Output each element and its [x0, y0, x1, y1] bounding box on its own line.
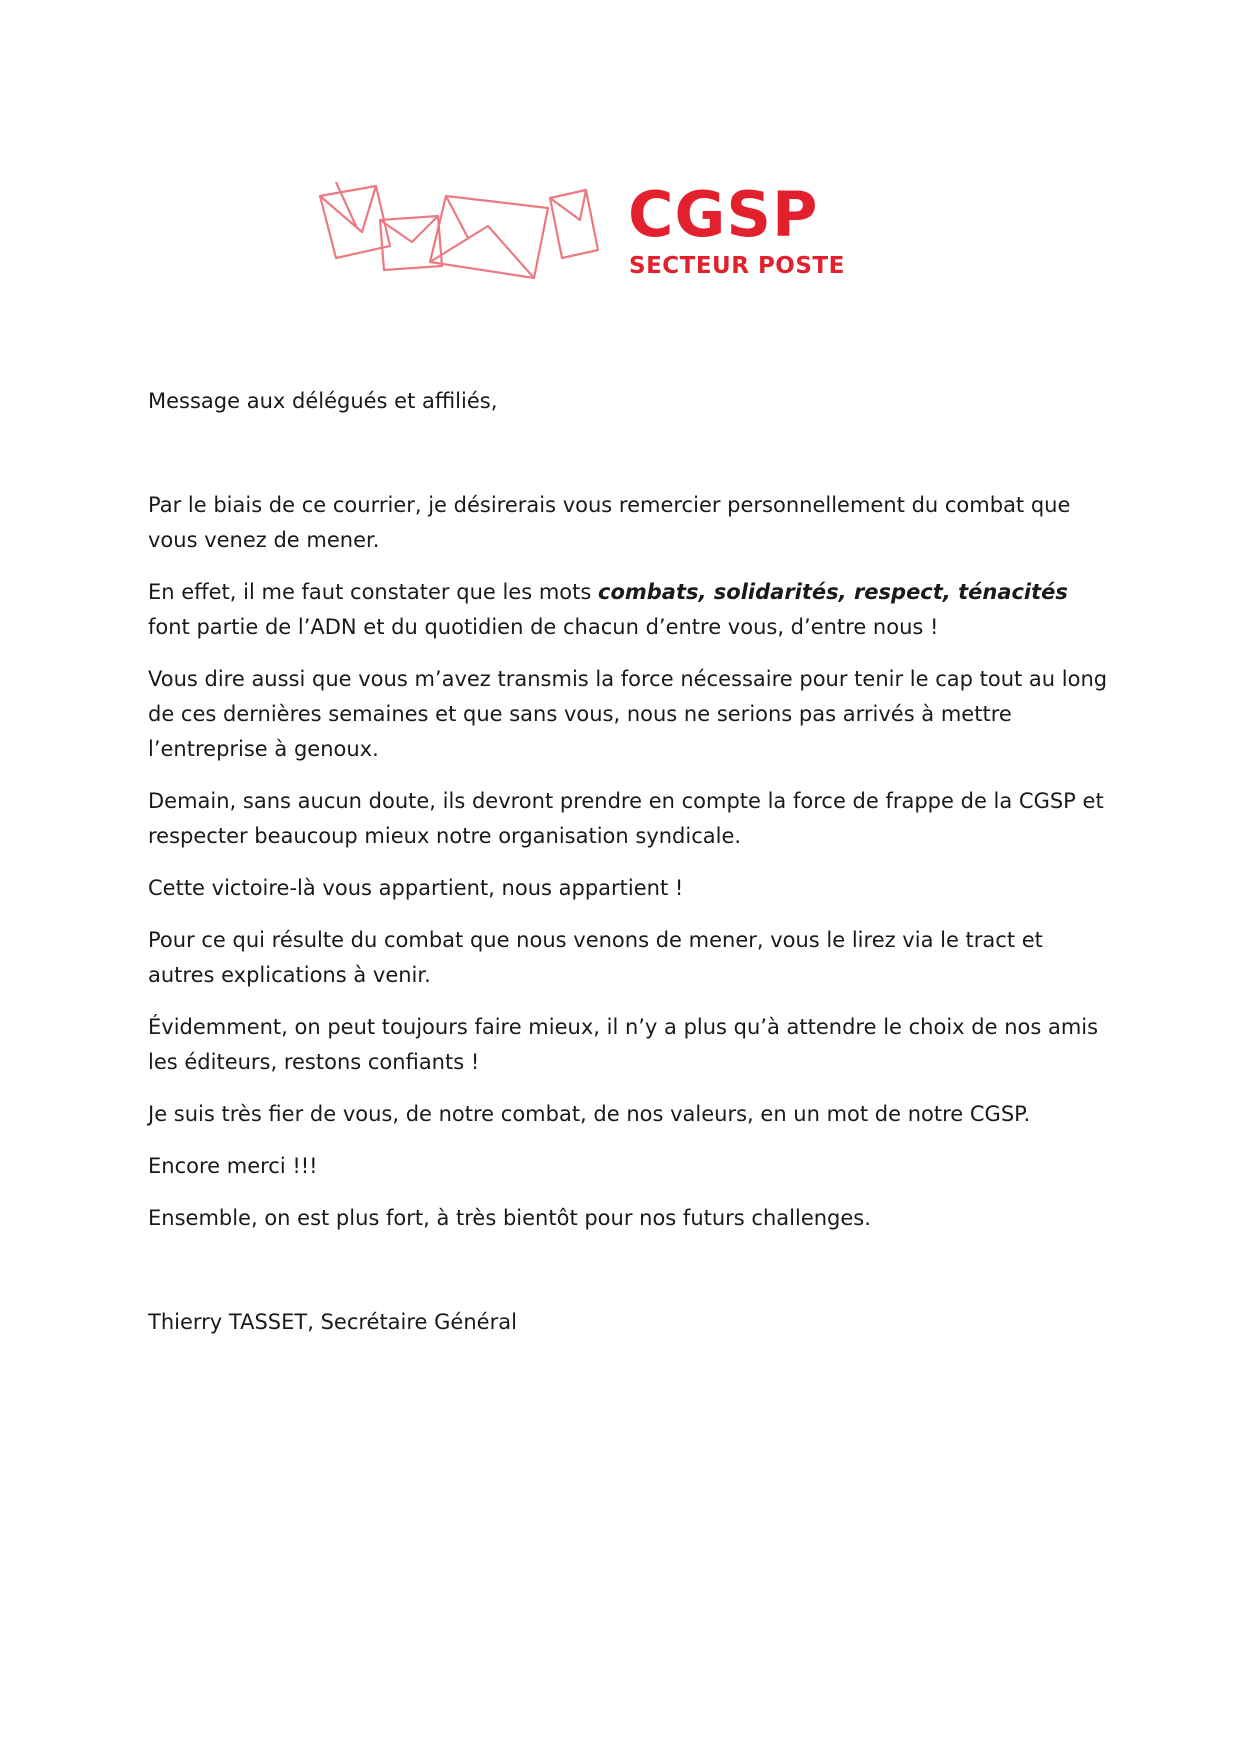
paragraph-together: Ensemble, on est plus fort, à très bientôt pour nos futurs challenges. [148, 1206, 871, 1230]
paragraph-publishers: Évidemment, on peut toujours faire mieux, il n’y a plus qu’à attendre le choix de nos amis les éditeurs, restons confiants ! [148, 1015, 1099, 1074]
signature: Thierry TASSET, Secrétaire Général [148, 1310, 517, 1334]
values-intro-text: En effet, il me faut constater que les mots [148, 580, 598, 604]
letter-body [148, 384, 1108, 1340]
salutation: Message aux délégués et affiliés, [148, 389, 498, 413]
paragraph-thanks: Par le biais de ce courrier, je désirerais vous remercier personnellement du combat que vous venez de mener. [148, 493, 1071, 552]
logo-brand: CGSP [628, 178, 819, 251]
paragraph-victory: Cette victoire-là vous appartient, nous appartient ! [148, 876, 684, 900]
paragraph-results: Pour ce qui résulte du combat que nous venons de mener, vous le lirez via le tract et autres explications à venir. [148, 928, 1043, 987]
paragraph-tomorrow: Demain, sans aucun doute, ils devront prendre en compte la force de frappe de la CGSP et respecter beaucoup mieux notre organisation syndicale. [148, 789, 1104, 848]
paragraph-thanks-again: Encore merci !!! [148, 1154, 318, 1178]
values-emphasis: combats, solidarités, respect, ténacités [598, 580, 1068, 604]
logo-subtitle: SECTEUR POSTE [629, 253, 845, 279]
cgsp-logo [318, 178, 908, 288]
values-outro-text: font partie de l’ADN et du quotidien de chacun d’entre vous, d’entre nous ! [148, 615, 939, 639]
paragraph-values [148, 575, 1108, 645]
paragraph-proud: Je suis très fier de vous, de notre combat, de nos valeurs, en un mot de notre CGSP. [148, 1102, 1031, 1126]
paragraph-strength: Vous dire aussi que vous m’avez transmis la force nécessaire pour tenir le cap tout au long de ces dernières semaines et que sans vous, nous ne serions pas arrivés à mettre l’entreprise à genoux. [148, 667, 1108, 761]
